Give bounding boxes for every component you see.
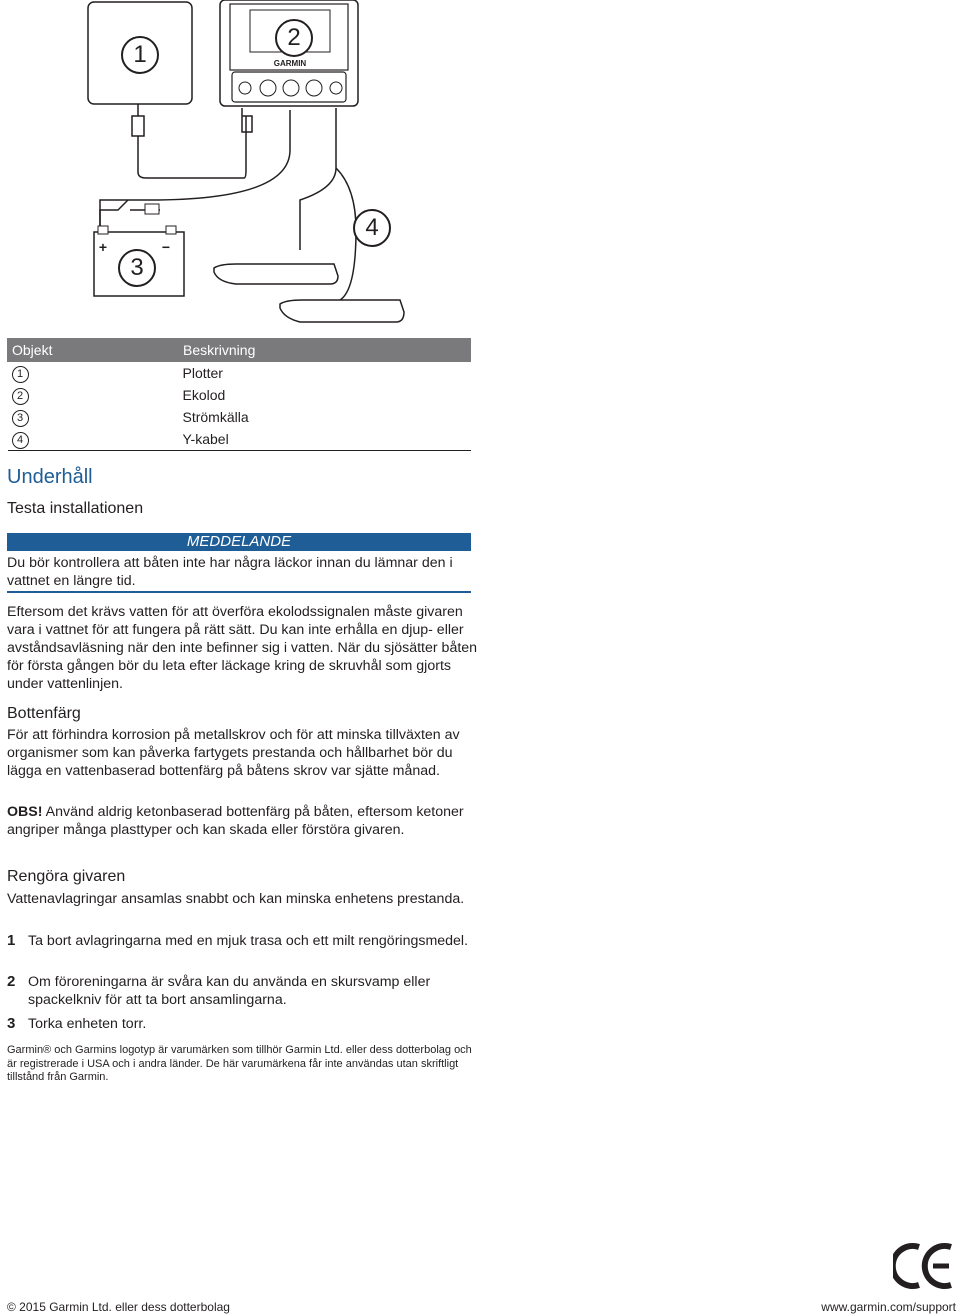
step-text: Torka enheten torr.: [28, 1016, 147, 1032]
trademark-notice: Garmin® och Garmins logotyp är varumärken som tillhör Garmin Ltd. eller dess dotterbolag och är registrerade i USA och i andra länder. De här varumärkena får inte användas utan skriftligt tillstånd från Garmin.: [7, 1044, 472, 1083]
item-number: 1: [12, 366, 29, 383]
transducer-1: [214, 264, 338, 284]
sonar-brand: GARMIN: [273, 59, 307, 68]
battery-minus-sign: −: [161, 239, 171, 255]
table-row: [8, 428, 471, 451]
callout-3: 3: [118, 249, 156, 287]
sonar-port-2: [260, 80, 276, 96]
wiring-diagram-svg: [0, 0, 470, 330]
battery-terminal-neg: [166, 226, 176, 234]
fuse: [145, 204, 159, 214]
sonar-port-1: [239, 82, 251, 94]
step-number: 1: [7, 932, 16, 949]
step-number: 2: [7, 973, 16, 990]
rengora-heading: Rengöra givaren: [7, 868, 126, 885]
notice-text: Du bör kontrollera att båten inte har några läckor innan du lämnar den i vattnet en längre tid.: [7, 555, 453, 589]
transducer-cable: [300, 108, 336, 250]
installation-paragraph: Eftersom det krävs vatten för att överföra ekolodssignalen måste givaren vara i vattnet för att fungera på rätt sätt. Du kan inte erhålla en djup- eller avståndsavläsning när den inte befinner sig i vatten. När du sjösätter båten för första gången bör du leta efter läckage kring de skruvhål som gjorts under vattenlinjen.: [7, 604, 478, 692]
table-row: [8, 384, 471, 406]
obs-text: Använd aldrig ketonbaserad bottenfärg på båten, eftersom ketoner angriper många plasttyper och kan skada eller förstöra givaren.: [7, 804, 464, 838]
callout-4: 4: [353, 209, 391, 247]
step-number: 3: [7, 1015, 16, 1032]
section-title: Underhåll: [7, 466, 93, 488]
wiring-diagram: [0, 0, 470, 330]
obs-label: OBS!: [7, 804, 43, 820]
battery-terminal-pos: [98, 226, 108, 234]
bottenfarg-heading: Bottenfärg: [7, 705, 81, 722]
sonar-port-5: [330, 82, 342, 94]
section-subtitle: Testa installationen: [7, 500, 144, 517]
network-cable: [100, 110, 290, 228]
rengora-intro: Vattenavlagringar ansamlas snabbt och kan minska enhetens prestanda.: [7, 891, 465, 907]
item-description: Strömkälla: [182, 409, 249, 425]
obs-note: [7, 803, 479, 839]
item-description: Y-kabel: [183, 428, 471, 451]
transducer-2: [280, 300, 404, 322]
header-objekt: Objekt: [8, 339, 183, 362]
ce-mark-svg: [893, 1241, 955, 1291]
sonar-port-3: [283, 80, 299, 96]
power-cable: [242, 108, 252, 132]
callout-1: 1: [121, 36, 159, 74]
battery-plus-sign: +: [98, 239, 108, 255]
items-table: [7, 338, 471, 451]
callout-2: 2: [275, 19, 313, 57]
notice-banner: MEDDELANDE: [7, 533, 471, 551]
item-number: 3: [12, 410, 29, 427]
header-beskrivning: Beskrivning: [183, 339, 471, 362]
step-text: Ta bort avlagringarna med en mjuk trasa och ett milt rengöringsmedel.: [28, 933, 469, 949]
item-number: 2: [12, 388, 29, 405]
item-description: Ekolod: [182, 387, 226, 403]
notice-divider: [7, 591, 471, 593]
table-row: [8, 406, 471, 428]
plotter-cable: [132, 104, 246, 178]
ce-mark: [893, 1241, 955, 1291]
item-number: 4: [12, 432, 29, 449]
table-row: [8, 362, 471, 385]
table-header-row: [8, 339, 471, 362]
item-description: Plotter: [182, 365, 223, 381]
step-text: Om föroreningarna är svåra kan du använda en skursvamp eller spackelkniv för att ta bort ansamlingarna.: [28, 974, 431, 1008]
bottenfarg-text: För att förhindra korrosion på metallskrov och för att minska tillväxten av organismer som kan påverka fartygets prestanda och hållbarhet bör du lägga en vattenbaserad bottenfärg på båtens skrov var sjätte månad.: [7, 727, 460, 779]
sonar-port-4: [306, 80, 322, 96]
footer-copyright: © 2015 Garmin Ltd. eller dess dotterbolag: [7, 1300, 230, 1314]
footer-url[interactable]: www.garmin.com/support: [821, 1300, 956, 1314]
